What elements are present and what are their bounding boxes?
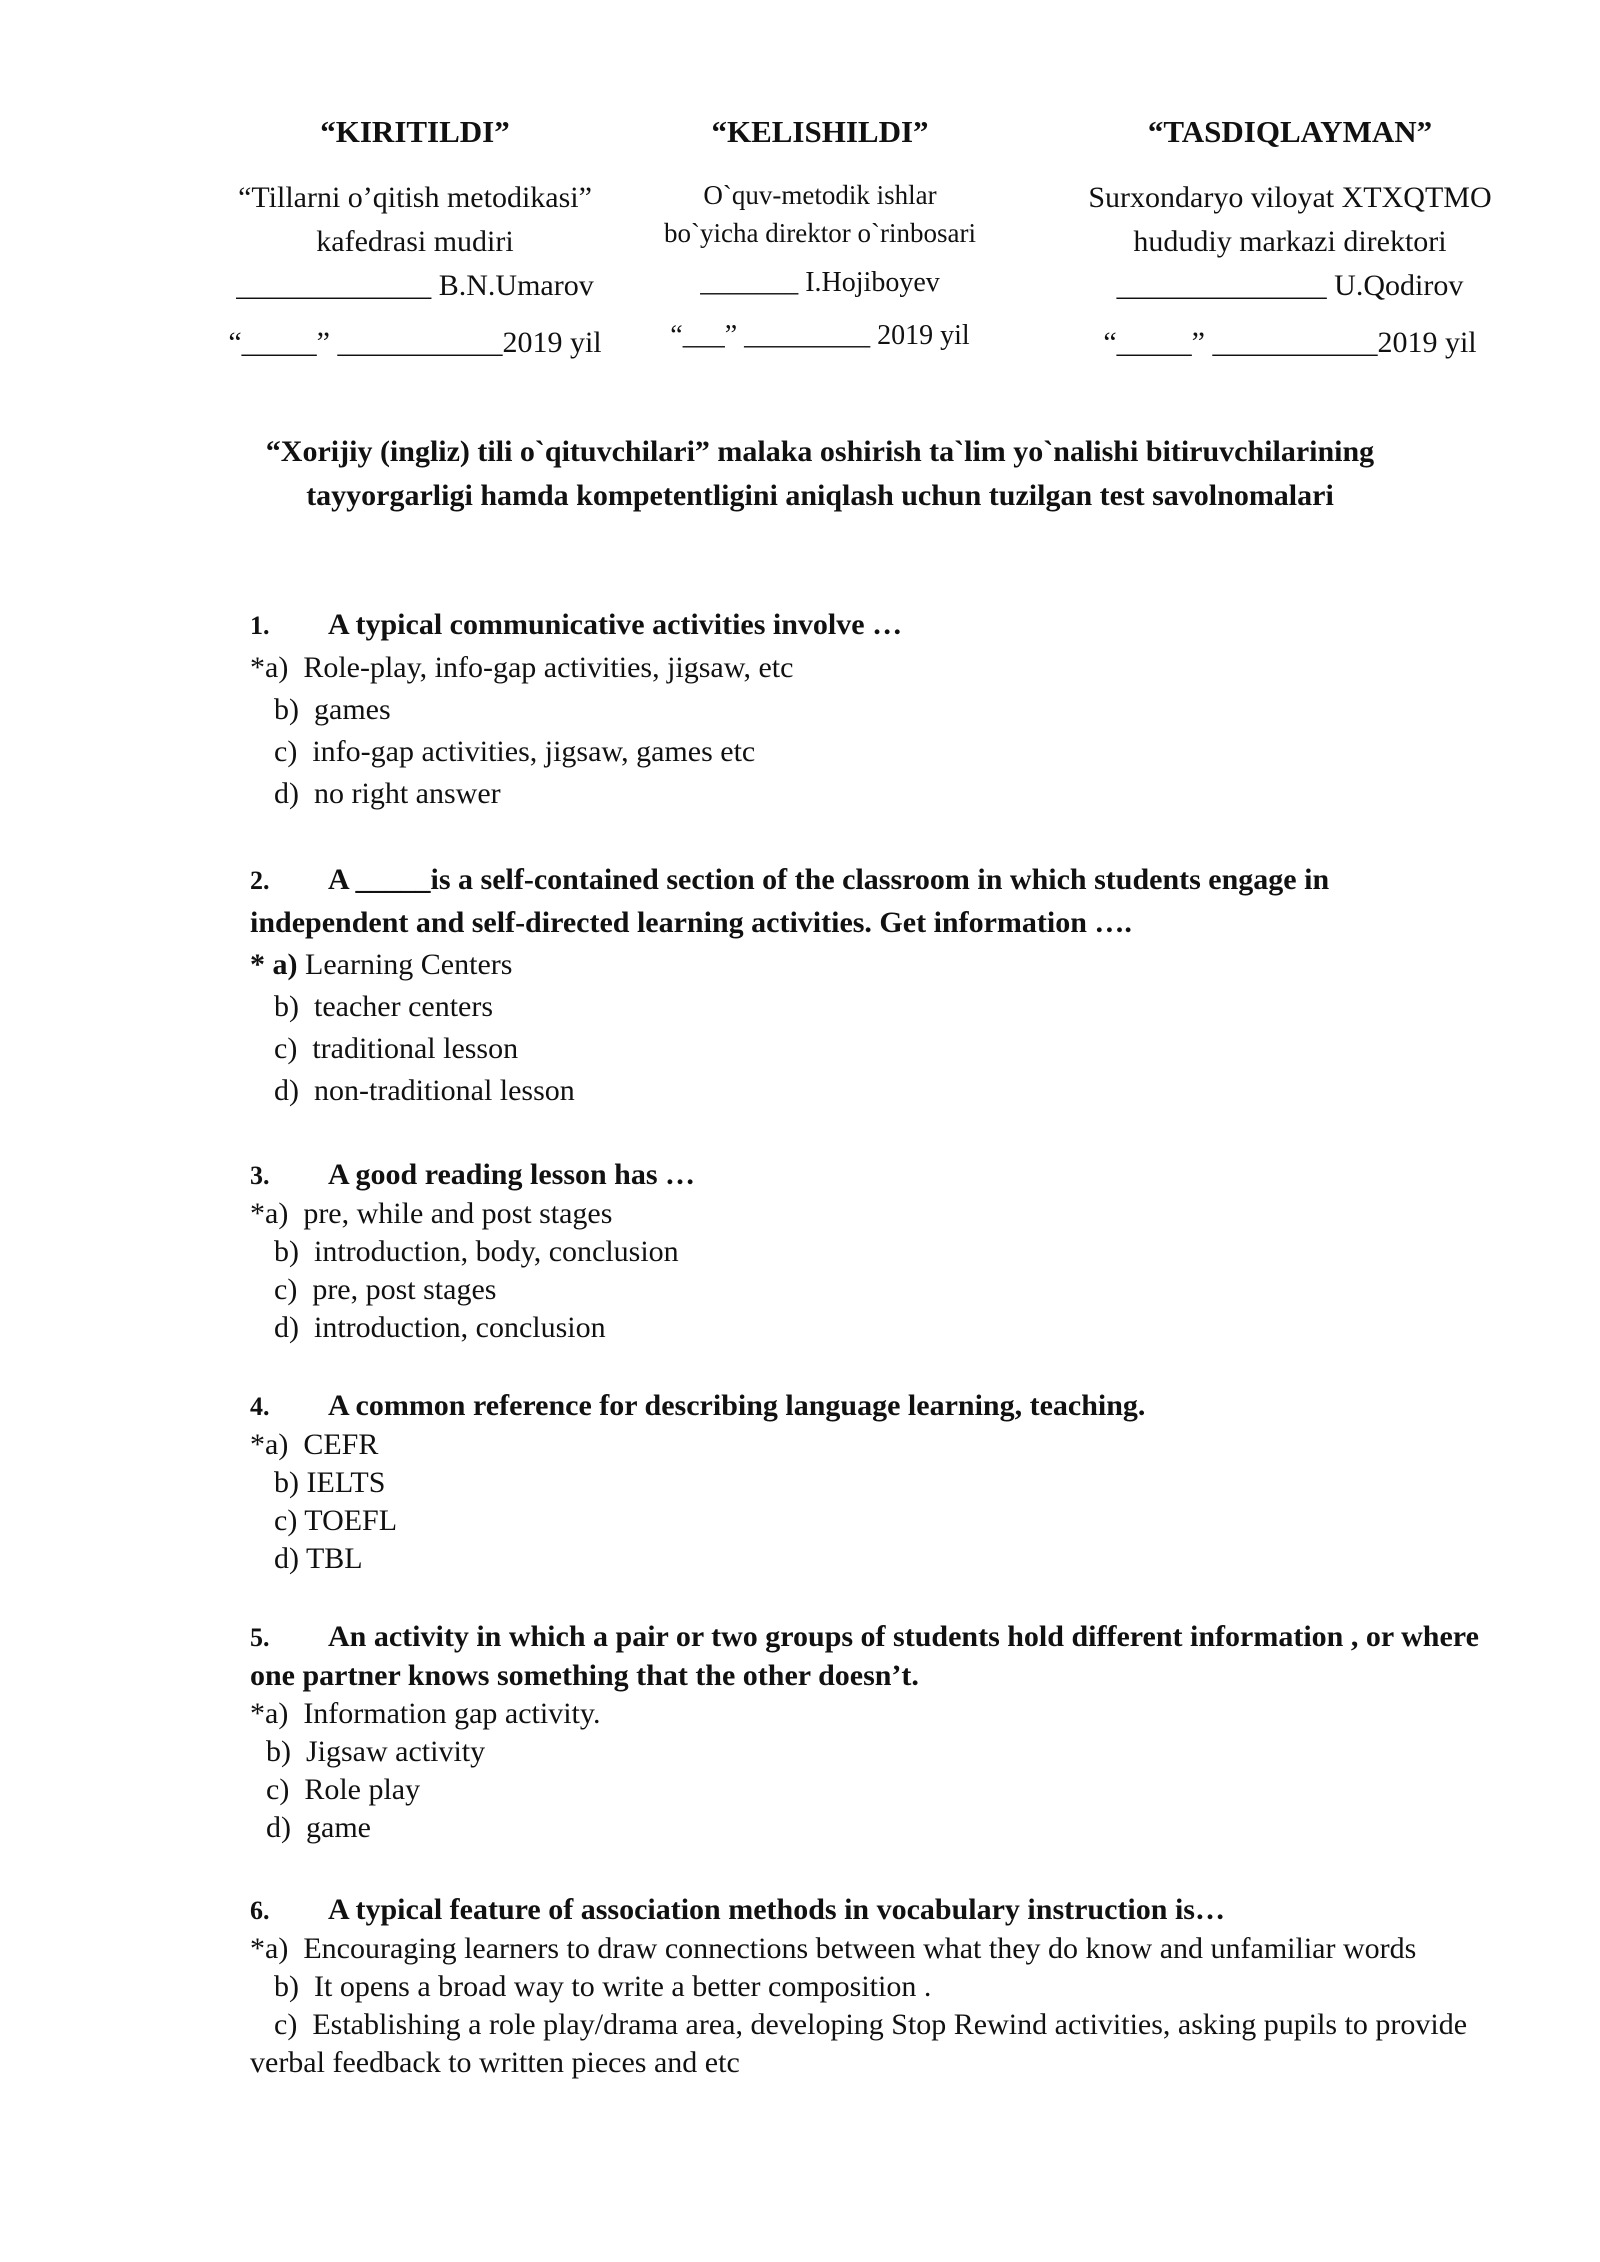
option-marker: b) (266, 1735, 291, 1768)
question-1 (250, 604, 1480, 815)
approval-block-tasdiqlayman (1050, 112, 1530, 360)
document-title: “Xorijiy (ingliz) tili o`qituvchilari” malaka oshirish ta`lim yo`nalishi bitiruvchilarining tayyorgarligi hamda kompetentligini aniqlash uchun tuzilgan test savolnomalari (265, 435, 1375, 512)
question-stem (250, 1891, 1480, 1930)
department-line: O`quv-metodik ishlar (703, 180, 937, 210)
option-text: introduction, body, conclusion (314, 1235, 679, 1268)
option-marker: b) (274, 1466, 299, 1499)
option-marker: *a) (250, 1697, 289, 1730)
option-b (250, 1733, 1480, 1771)
option-a (250, 1930, 1480, 1968)
question-number: 1. (250, 611, 270, 640)
option-list (250, 1695, 1480, 1847)
option-b (250, 986, 1480, 1028)
approval-heading: “KELISHILDI” (711, 114, 929, 149)
option-a (250, 1195, 1480, 1233)
option-list (250, 944, 1480, 1112)
position-line: bo`yicha direktor o`rinbosari (664, 218, 976, 248)
option-marker: c) (266, 1773, 290, 1806)
question-stem (250, 1387, 1480, 1426)
option-text: pre, while and post stages (303, 1197, 613, 1230)
question-stem (250, 1618, 1480, 1695)
option-c (250, 731, 1480, 773)
option-text: IELTS (306, 1466, 386, 1499)
option-list (250, 1426, 1480, 1578)
question-text: A _____is a self-contained section of the classroom in which students engage in independent and self-directed learning activities. Get information …. (250, 863, 1330, 939)
option-marker: *a) (250, 651, 289, 684)
date-line: “_____” ___________2019 yil (228, 326, 602, 359)
option-marker: c) (274, 1273, 298, 1306)
question-text: A typical feature of association methods in vocabulary instruction is… (328, 1893, 1225, 1926)
option-marker: c) (274, 1504, 298, 1537)
department-line: “Tillarni o’qitish metodikasi” (238, 181, 592, 214)
option-text: teacher centers (314, 990, 494, 1023)
question-text: A common reference for describing language learning, teaching. (328, 1389, 1146, 1422)
option-text: games (314, 693, 391, 726)
option-c (250, 1771, 1480, 1809)
option-a (250, 944, 1480, 986)
position-line: kafedrasi mudiri (316, 225, 514, 258)
question-6 (250, 1891, 1480, 2082)
option-text: non-traditional lesson (314, 1074, 575, 1107)
option-marker: b) (274, 990, 299, 1023)
option-marker: c) (274, 735, 298, 768)
question-number: 3. (250, 1161, 270, 1190)
option-text: CEFR (303, 1428, 379, 1461)
option-text: Encouraging learners to draw connections between what they do know and unfamiliar words (303, 1932, 1417, 1965)
option-c (250, 1028, 1480, 1070)
question-text: A good reading lesson has … (328, 1158, 696, 1191)
question-number: 2. (250, 866, 270, 895)
option-marker: d) (274, 1542, 299, 1575)
option-marker: *a) (250, 1428, 289, 1461)
question-4 (250, 1387, 1480, 1578)
option-d (250, 1309, 1480, 1347)
option-marker: d) (274, 1074, 299, 1107)
question-number: 4. (250, 1392, 270, 1421)
approval-block-kiritildi (200, 112, 630, 360)
option-a (250, 647, 1480, 689)
option-text: game (306, 1811, 371, 1844)
question-5 (250, 1618, 1480, 1847)
option-marker: d) (274, 1311, 299, 1344)
option-marker: *a) (250, 1932, 289, 1965)
option-d (250, 773, 1480, 815)
option-marker: b) (274, 1235, 299, 1268)
date-line: “___” _________ 2019 yil (670, 320, 970, 351)
option-marker: *a) (250, 1197, 289, 1230)
option-d (250, 1070, 1480, 1112)
option-text: Establishing a role play/drama area, developing Stop Rewind activities, asking pupils to provide verbal feedback to written pieces and etc (250, 2008, 1468, 2079)
option-c (250, 1271, 1480, 1309)
option-text: no right answer (314, 777, 501, 810)
option-marker: d) (274, 777, 299, 810)
option-text: Role-play, info-gap activities, jigsaw, etc (303, 651, 794, 684)
option-c (250, 1502, 1480, 1540)
question-stem (250, 1156, 1480, 1195)
option-text: It opens a broad way to write a better composition . (314, 1970, 932, 2003)
date-line: “_____” ___________2019 yil (1103, 326, 1477, 359)
option-text: pre, post stages (312, 1273, 497, 1306)
question-stem (250, 859, 1480, 944)
question-stem (250, 604, 1480, 647)
signature-line: _____________ B.N.Umarov (236, 269, 594, 302)
approval-heading: “TASDIQLAYMAN” (1147, 114, 1433, 149)
option-text: TOEFL (304, 1504, 398, 1537)
option-text: Learning Centers (305, 948, 513, 981)
option-marker: b) (274, 693, 299, 726)
option-d (250, 1809, 1480, 1847)
option-b (250, 689, 1480, 731)
option-b (250, 1233, 1480, 1271)
signature-line: ______________ U.Qodirov (1116, 269, 1464, 302)
question-2 (250, 859, 1480, 1112)
signature-line: _______ I.Hojiboyev (700, 267, 940, 298)
question-3 (250, 1156, 1480, 1347)
option-marker: c) (274, 2008, 298, 2041)
option-marker: d) (266, 1811, 291, 1844)
option-d (250, 1540, 1480, 1578)
option-text: Role play (304, 1773, 421, 1806)
option-b (250, 1968, 1480, 2006)
question-text: A typical communicative activities involve … (328, 608, 903, 641)
question-number: 6. (250, 1896, 270, 1925)
option-text: traditional lesson (312, 1032, 519, 1065)
option-a (250, 1426, 1480, 1464)
option-text: introduction, conclusion (314, 1311, 606, 1344)
option-list (250, 1930, 1480, 2082)
option-a (250, 1695, 1480, 1733)
option-c (250, 2006, 1480, 2082)
approval-heading: “KIRITILDI” (320, 114, 510, 149)
department-line: Surxondaryo viloyat XTXQTMO (1088, 181, 1492, 214)
option-text: info-gap activities, jigsaw, games etc (312, 735, 756, 768)
option-text: Information gap activity. (303, 1697, 601, 1730)
question-number: 5. (250, 1623, 270, 1652)
question-list (250, 604, 1480, 2082)
option-text: TBL (305, 1542, 363, 1575)
option-marker: c) (274, 1032, 298, 1065)
approval-block-kelishildi (630, 112, 1010, 352)
position-line: hududiy markazi direktori (1133, 225, 1447, 258)
option-list (250, 647, 1480, 815)
question-text: An activity in which a pair or two groups of students hold different information , or where one partner knows something that the other doesn’t. (250, 1620, 1479, 1692)
option-marker: * a) (250, 948, 298, 981)
option-b (250, 1464, 1480, 1502)
option-list (250, 1195, 1480, 1347)
option-marker: b) (274, 1970, 299, 2003)
option-text: Jigsaw activity (306, 1735, 486, 1768)
